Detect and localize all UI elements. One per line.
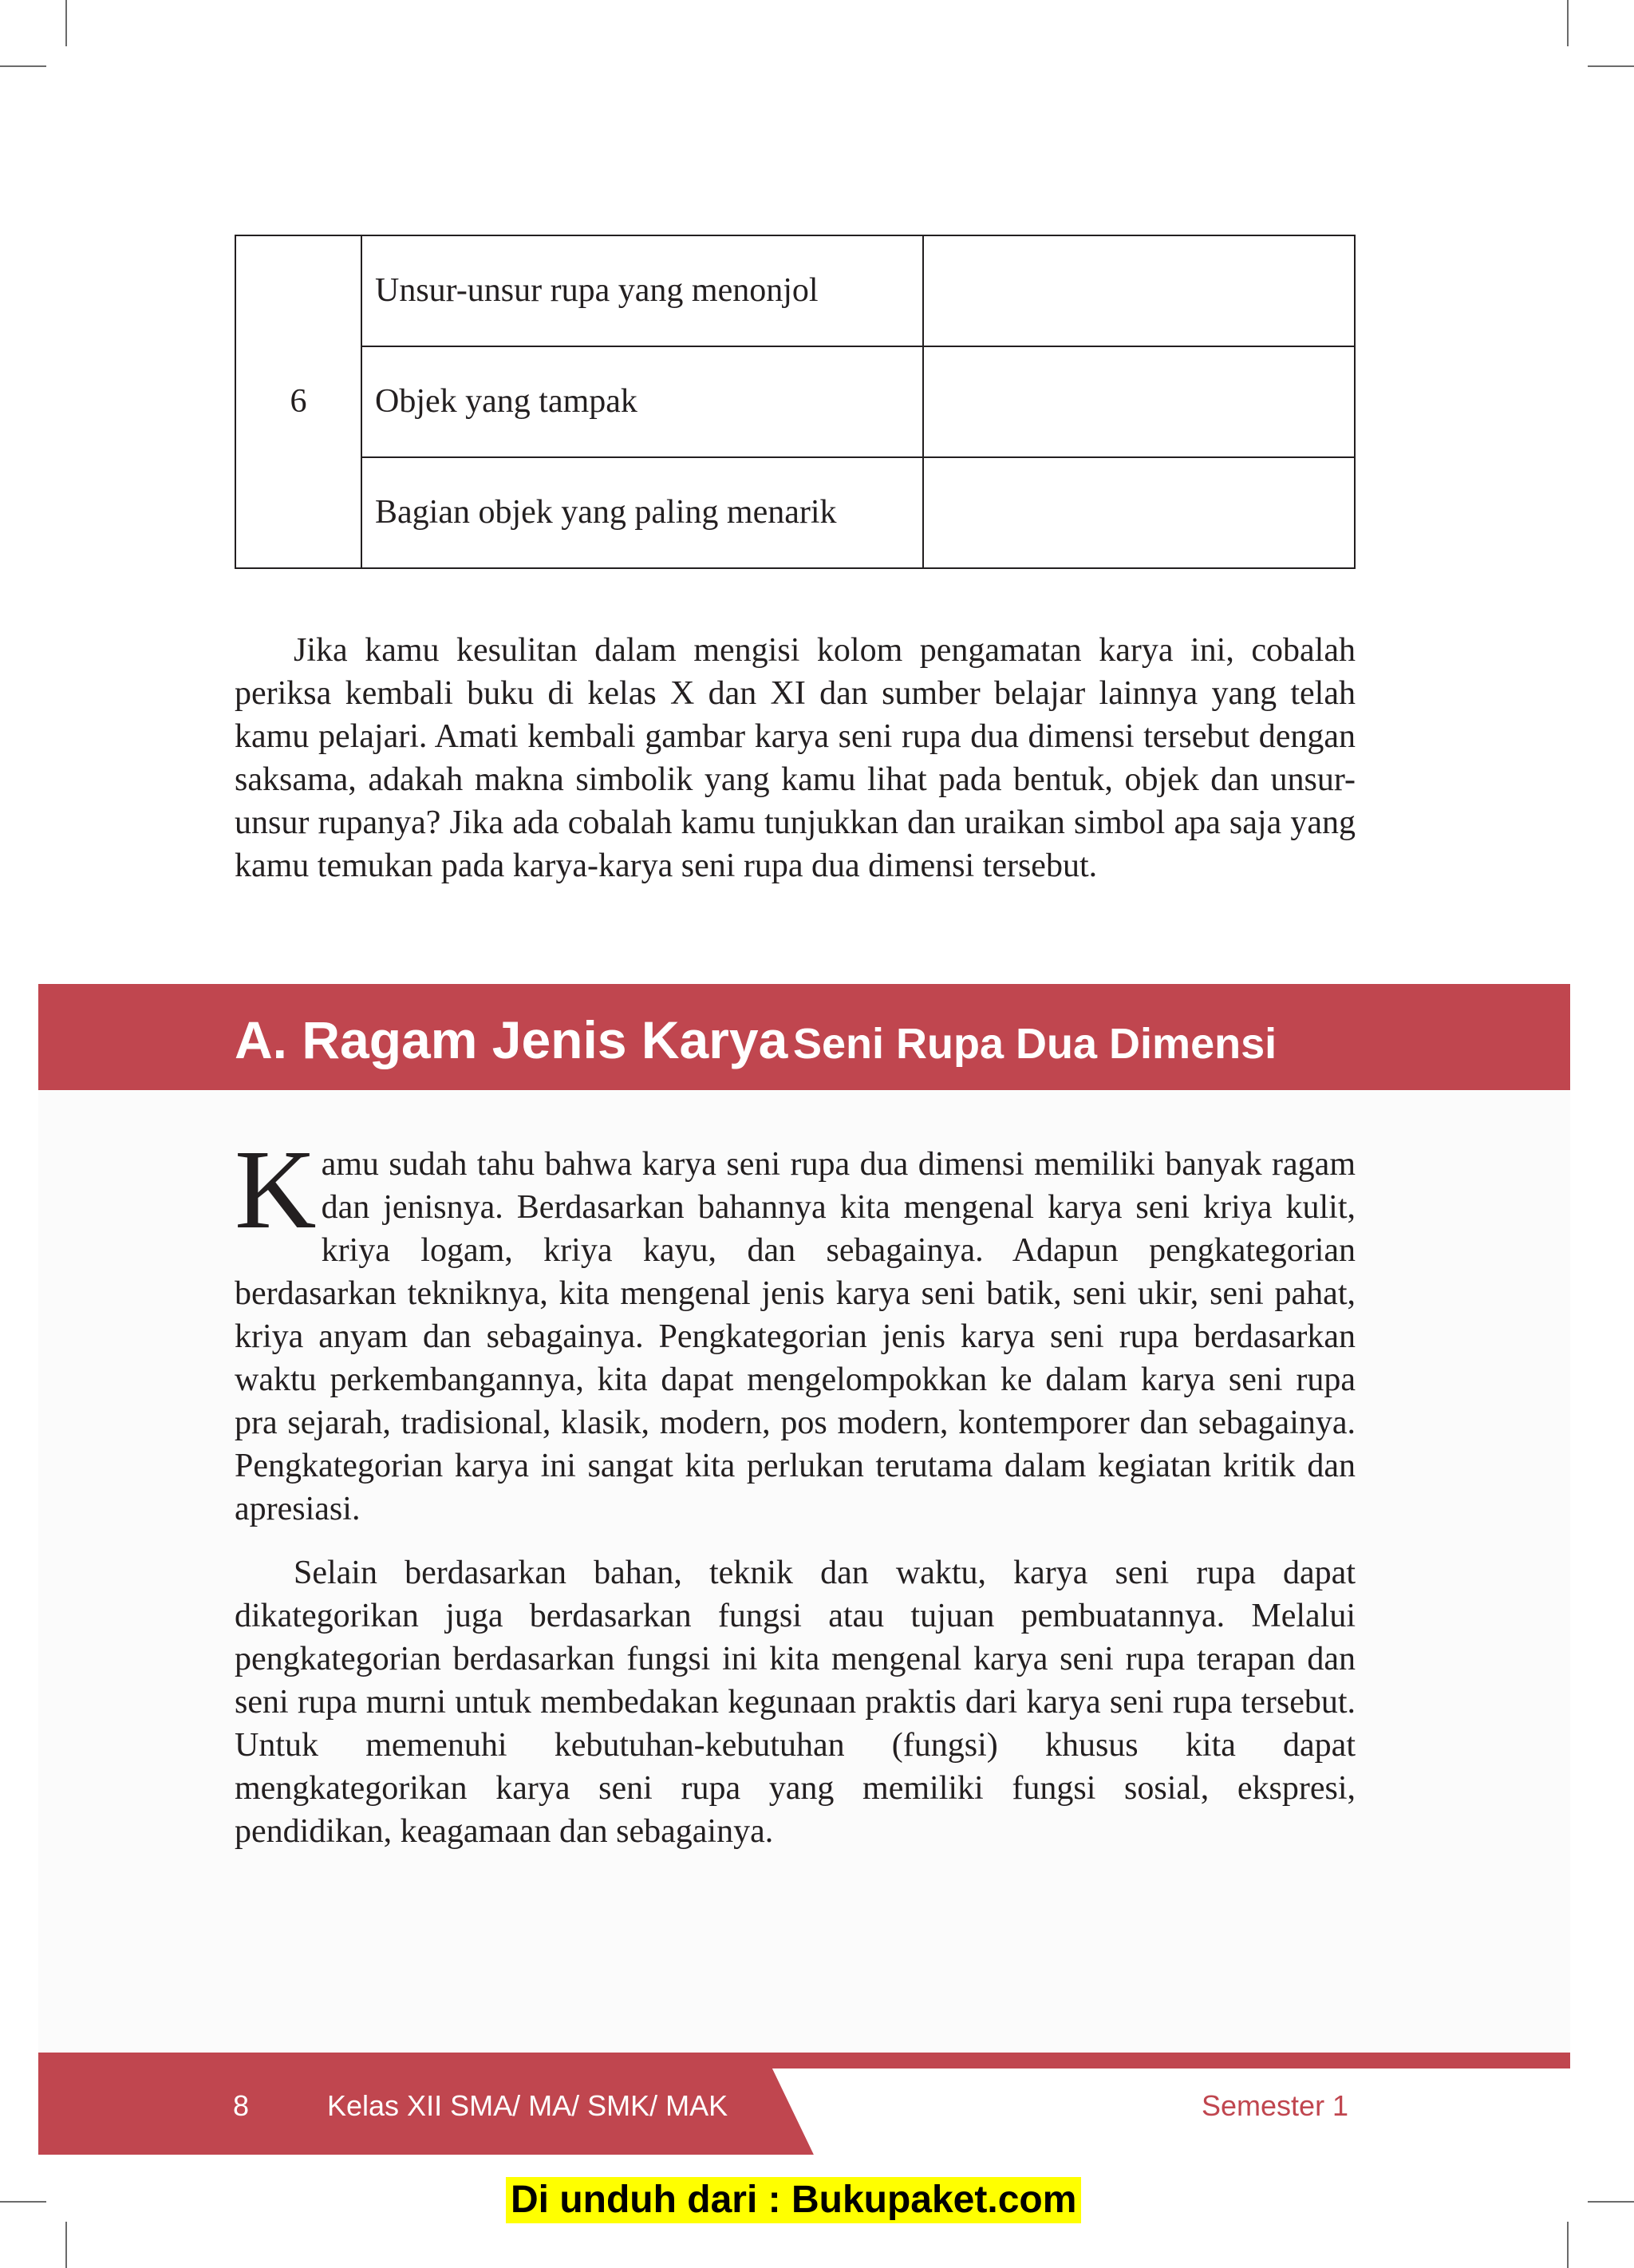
crop-mark bbox=[0, 2201, 46, 2203]
table-cell-label: Objek yang tampak bbox=[361, 346, 923, 457]
page-number: 8 bbox=[233, 2089, 250, 2122]
section-title bbox=[235, 984, 1277, 1090]
crop-mark bbox=[1567, 2222, 1569, 2268]
table-row bbox=[235, 346, 1355, 457]
table-cell-answer[interactable] bbox=[923, 235, 1355, 346]
crop-mark bbox=[1588, 2201, 1634, 2203]
table-row bbox=[235, 457, 1355, 568]
download-source-banner: Di unduh dari : Bukupaket.com bbox=[506, 2177, 1081, 2223]
table-row bbox=[235, 235, 1355, 346]
section-title-sub: Seni Rupa Dua Dimensi bbox=[793, 1020, 1277, 1068]
table-cell-label: Unsur-unsur rupa yang menonjol bbox=[361, 235, 923, 346]
table-cell-answer[interactable] bbox=[923, 346, 1355, 457]
book-level: Kelas XII SMA/ MA/ SMK/ MAK bbox=[327, 2089, 728, 2122]
row-number: 6 bbox=[235, 235, 361, 568]
table-cell-label: Bagian objek yang paling menarik bbox=[361, 457, 923, 568]
crop-mark bbox=[65, 0, 67, 46]
section-paragraph-2: Selain berdasarkan bahan, teknik dan waktu, karya seni rupa dapat dikategorikan juga berdasarkan fungsi atau tujuan pembuatannya. Melalui pengkategorian berdasarkan fungsi ini kita mengenal karya seni rupa terapan dan seni rupa murni untuk membedakan kegunaan praktis dari karya seni rupa tersebut. Untuk memenuhi kebutuhan-kebutuhan (fungsi) khusus kita dapat mengkategorikan karya seni rupa yang memiliki fungsi sosial, ekspresi, pendidikan, keagamaan dan sebagainya. bbox=[235, 1555, 1356, 1850]
paragraph-text: amu sudah tahu bahwa karya seni rupa dua dimensi memiliki banyak ragam dan jenisnya. Berdasarkan bahannya kita mengenal karya seni kriya kulit, kriya logam, kriya kayu, dan sebagainya. Adapun pengkategorian berdasarkan tekniknya, kita mengenal jenis karya seni batik, seni ukir, seni pahat, kriya anyam dan sebagainya. Pengkategorian jenis karya seni rupa berdasarkan waktu perkembangannya, kita dapat mengelompokkan ke dalam karya seni rupa pra sejarah, tradisional, klasik, modern, pos modern, kontemporer dan sebagainya. Pengkategorian karya ini sangat kita perlukan terutama dalam kegiatan kritik dan apresiasi. bbox=[235, 1146, 1356, 1527]
crop-mark bbox=[65, 2222, 67, 2268]
drop-cap: K bbox=[235, 1126, 317, 1252]
crop-mark bbox=[1588, 65, 1634, 67]
semester-label: Semester 1 bbox=[1202, 2089, 1349, 2122]
section-title-main: A. Ragam Jenis Karya bbox=[235, 1010, 788, 1069]
intro-paragraph: Jika kamu kesulitan dalam mengisi kolom pengamatan karya ini, cobalah periksa kembali buku di kelas X dan XI dan sumber belajar lainnya yang telah kamu pelajari. Amati kembali gambar karya seni rupa dua dimensi tersebut dengan saksama, adakah makna simbolik yang kamu lihat pada bentuk, objek dan unsur-unsur rupanya? Jika ada cobalah kamu tunjukkan dan uraikan simbol apa saja yang kamu temukan pada karya-karya seni rupa dua dimensi tersebut. bbox=[235, 632, 1356, 884]
observation-table bbox=[235, 235, 1356, 569]
crop-mark bbox=[1567, 0, 1569, 46]
table-cell-answer[interactable] bbox=[923, 457, 1355, 568]
crop-mark bbox=[0, 65, 46, 67]
section-paragraph-1 bbox=[235, 1126, 1356, 1531]
